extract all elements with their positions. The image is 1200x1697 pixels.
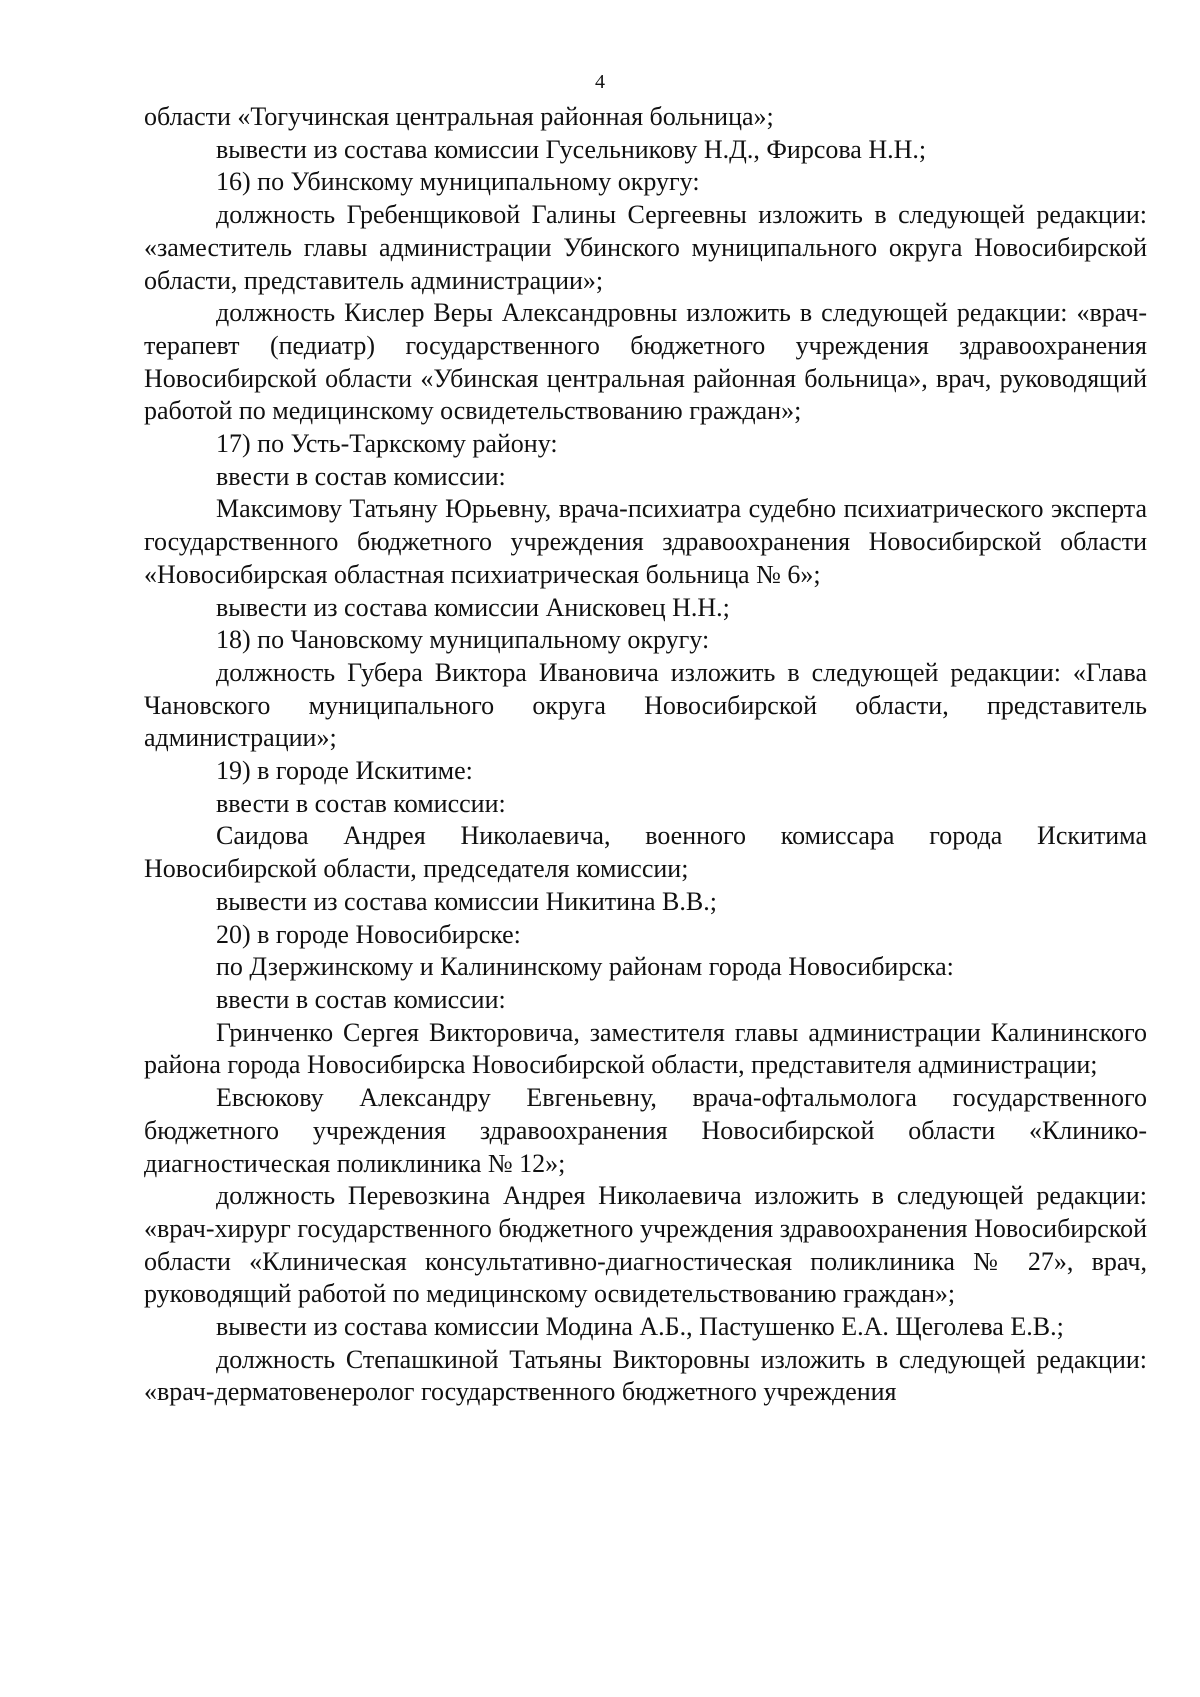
paragraph: 18) по Чановскому муниципальному округу:: [216, 625, 710, 655]
paragraph: вывести из состава комиссии Анисковец Н.Н.;: [216, 592, 730, 622]
paragraph: Гринченко Сергея Викторовича, заместителя главы администрации Калининского района города Новосибирска Новосибирской области, представителя администрации;: [144, 1017, 1147, 1080]
paragraph: 16) по Убинскому муниципальному округу:: [216, 167, 700, 197]
paragraph: 19) в городе Искитиме:: [216, 756, 473, 786]
paragraph: ввести в состав комиссии:: [216, 984, 506, 1014]
paragraph: Евсюкову Александру Евгеньевну, врача-офтальмолога государственного бюджетного учреждения здравоохранения Новосибирской области «Клинико-диагностическая поликлиника № 12»;: [144, 1083, 1147, 1178]
page-number: 4: [595, 71, 605, 93]
document-body: [144, 101, 1147, 1409]
paragraph: области «Тогучинская центральная районная больница»;: [144, 102, 774, 131]
paragraph: вывести из состава комиссии Гусельникову Н.Д., Фирсова Н.Н.;: [216, 134, 927, 164]
paragraph: должность Степашкиной Татьяны Викторовны изложить в следующей редакции: «врач-дерматовенеролог государственного бюджетного учреждения: [144, 1344, 1147, 1407]
paragraph: Саидова Андрея Николаевича, военного комиссара города Искитима Новосибирской области, председателя комиссии;: [144, 821, 1147, 884]
paragraph: должность Кислер Веры Александровны изложить в следующей редакции: «врач-терапевт (педиатр) государственного бюджетного учреждения здравоохранения Новосибирской области «Убинская центральная районная больница», врач, руководящий работой по медицинскому освидетельствованию граждан»;: [144, 298, 1147, 426]
paragraph: должность Перевозкина Андрея Николаевича изложить в следующей редакции: «врач-хирург государственного бюджетного учреждения здравоохранения Новосибирской области «Клиническая консультативно-диагностическая поликлиника № 27», врач, руководящий работой по медицинскому освидетельствованию граждан»;: [144, 1181, 1147, 1309]
paragraph: должность Губера Виктора Ивановича изложить в следующей редакции: «Глава Чановского муниципального округа Новосибирской области, представитель администрации»;: [144, 657, 1147, 753]
paragraph: вывести из состава комиссии Никитина В.В.;: [216, 886, 717, 916]
paragraph: по Дзержинскому и Калининскому районам города Новосибирска:: [216, 952, 954, 982]
paragraph: Максимову Татьяну Юрьевну, врача-психиатра судебно психиатрического эксперта государственного бюджетного учреждения здравоохранения Новосибирской области «Новосибирская областная психиатрическая больница № 6»;: [144, 494, 1147, 589]
paragraph: 20) в городе Новосибирске:: [216, 919, 521, 949]
paragraph: должность Гребенщиковой Галины Сергеевны изложить в следующей редакции: «заместитель главы администрации Убинского муниципального округа Новосибирской области, представитель администрации»;: [144, 200, 1147, 295]
paragraph: вывести из состава комиссии Модина А.Б., Пастушенко Е.А. Щеголева Е.В.;: [216, 1312, 1064, 1342]
paragraph: ввести в состав комиссии:: [216, 461, 506, 491]
paragraph: 17) по Усть-Таркскому району:: [216, 429, 558, 459]
paragraph: ввести в состав комиссии:: [216, 788, 506, 818]
